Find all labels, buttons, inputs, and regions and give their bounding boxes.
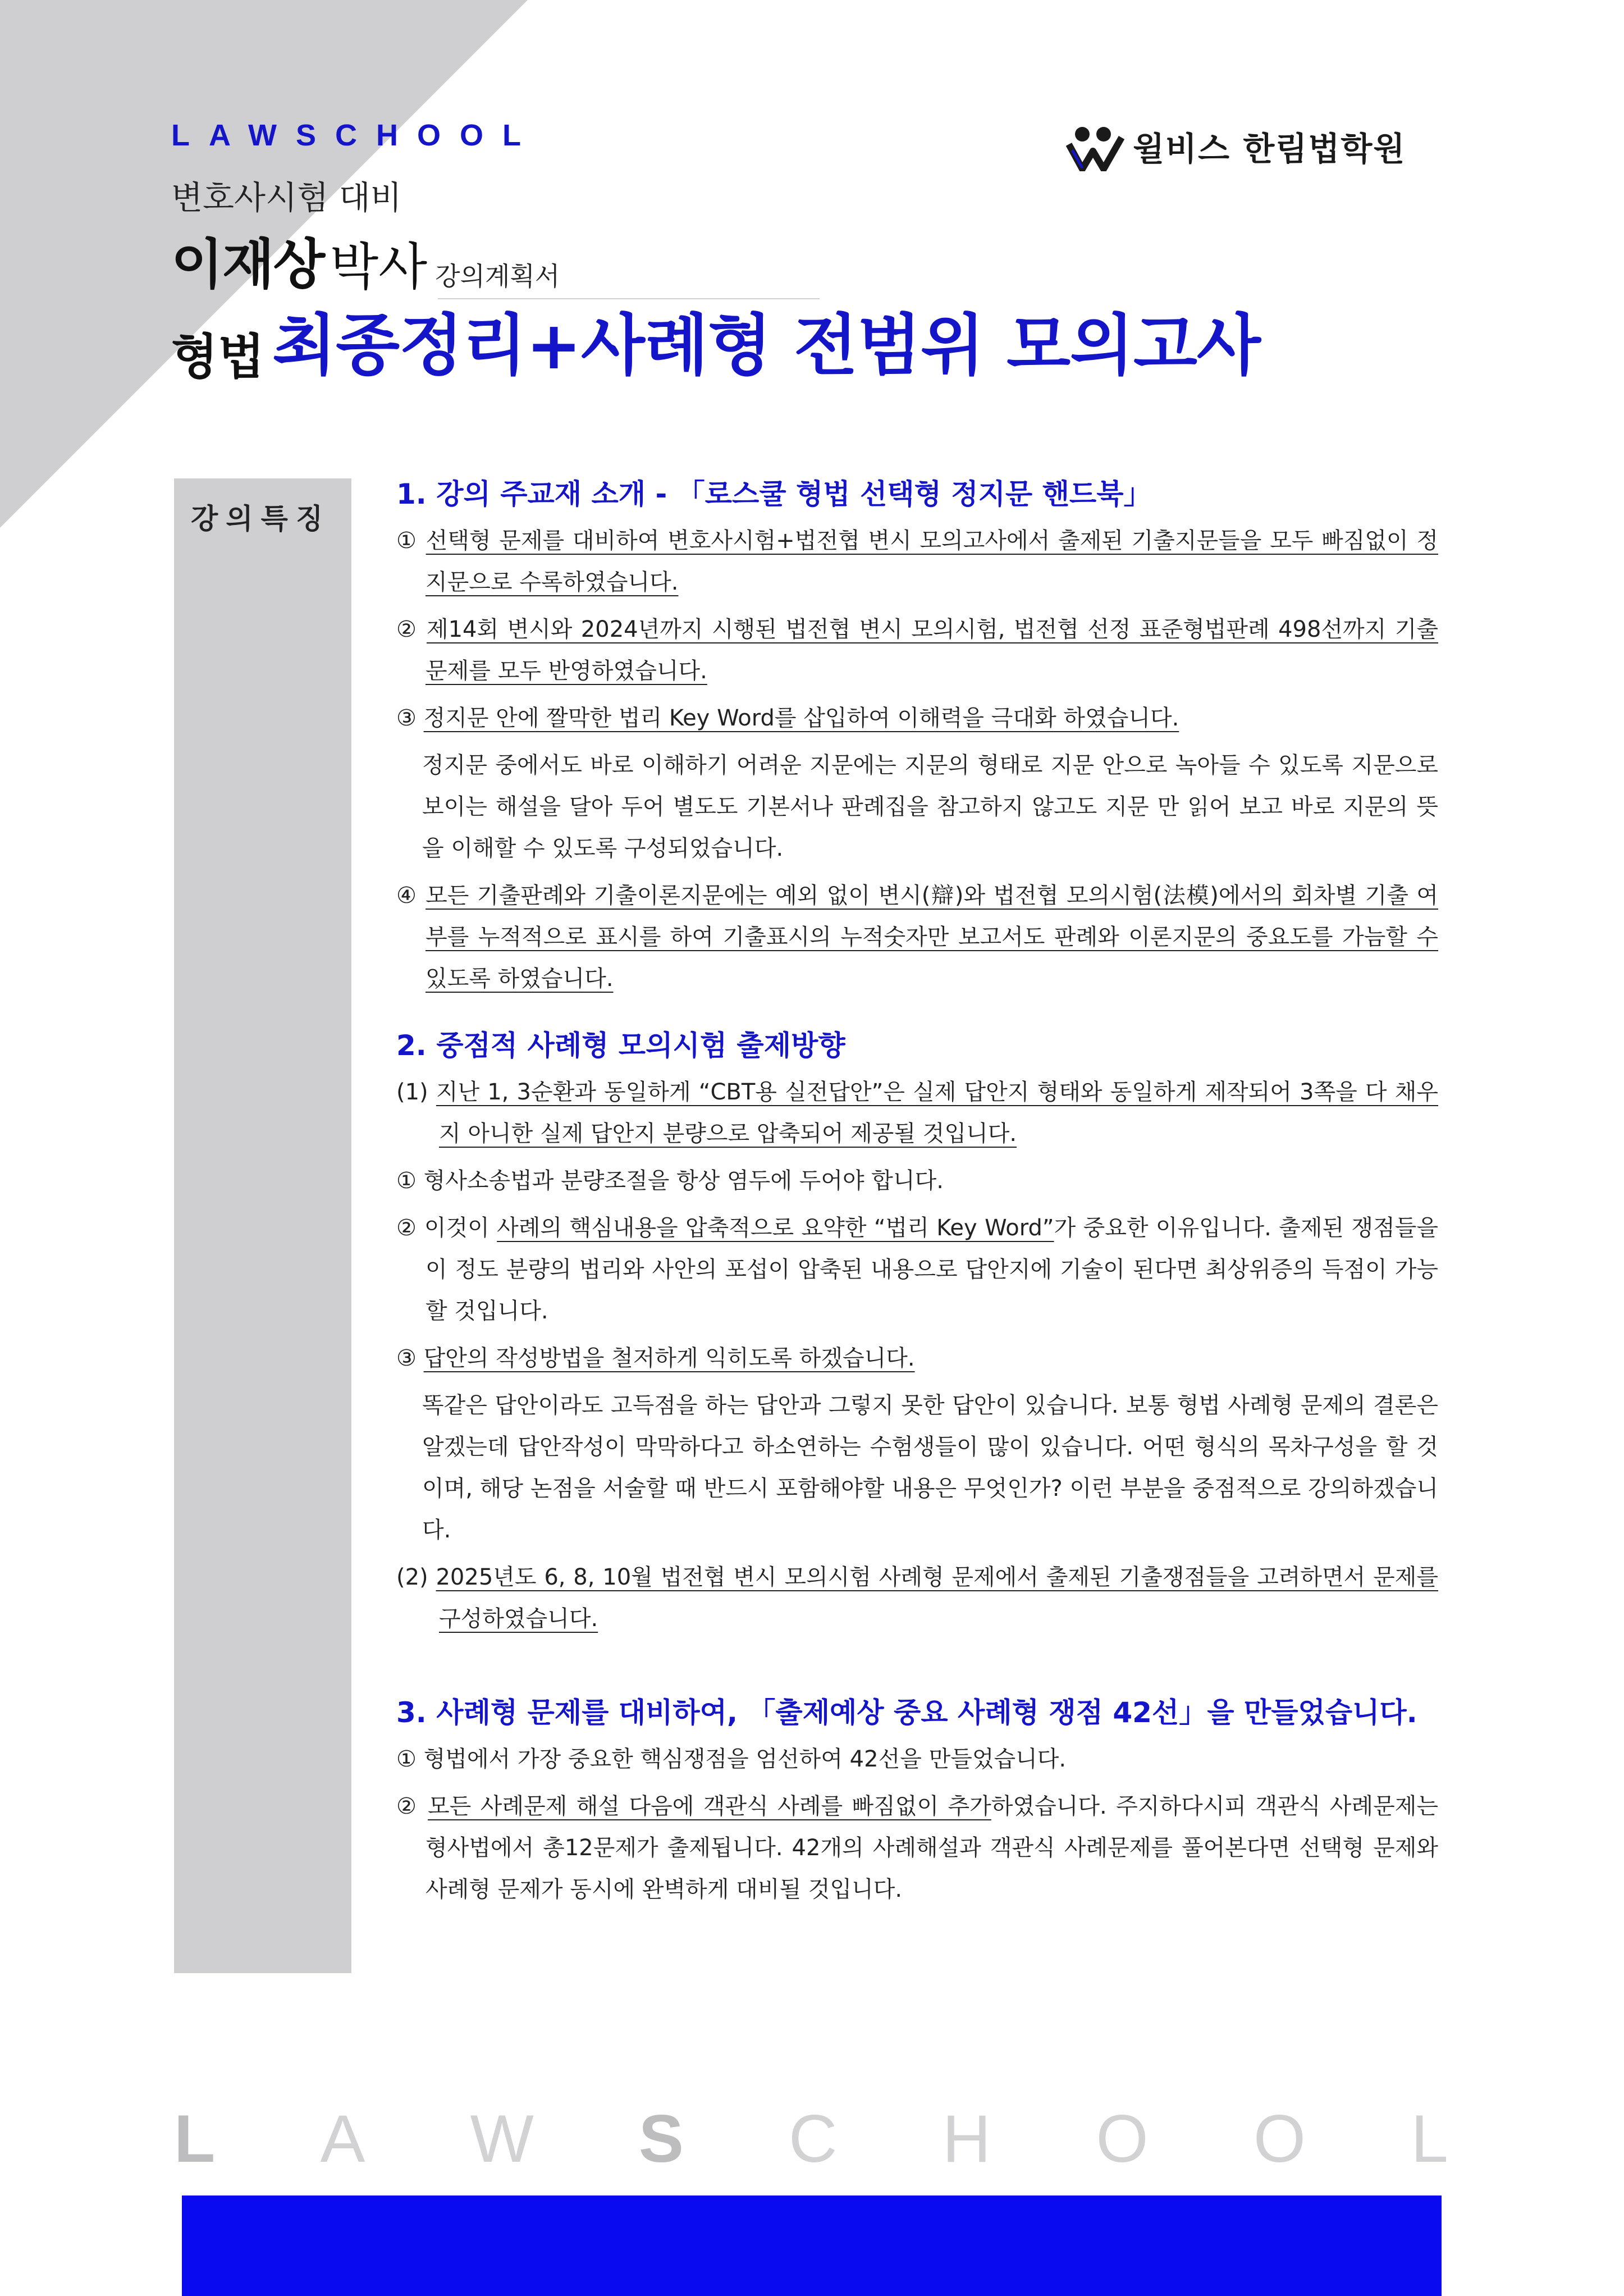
footer-letter: L — [1411, 2101, 1448, 2176]
section-1-title: 1. 강의 주교재 소개 - 「로스쿨 형법 선택형 정지문 핸드북」 — [396, 478, 1152, 510]
logo-icon — [1065, 121, 1127, 171]
list-item: ① 형사소송법과 분량조절을 항상 염두에 두어야 합니다. — [396, 1168, 944, 1194]
list-item: ③ 정지문 안에 짤막한 법리 Key Word를 삽입하여 이해력을 극대화 하였습니다. — [396, 705, 1179, 731]
brand-wordmark: LAWSCHOOL — [171, 118, 540, 152]
footer-letter: A — [320, 2101, 365, 2176]
section-3-title: 3. 사례형 문제를 대비하여, 「출제예상 중요 사례형 쟁점 42선」을 만들었습니다. — [396, 1696, 1417, 1729]
document-type: 강의계획서 — [435, 261, 560, 291]
academy-logo — [1065, 121, 1406, 171]
exam-subtitle: 변호사시험 대비 — [171, 179, 402, 217]
list-item: ① 형법에서 가장 중요한 핵심쟁점을 엄선하여 42선을 만들었습니다. — [396, 1746, 1067, 1772]
list-item: ② 제14회 변시와 2024년까지 시행된 법전협 변시 모의시험, 법전협 선정 표준형법판례 498선까지 기출문제를 모두 반영하였습니다. — [396, 617, 1439, 684]
list-item: (2) 2025년도 6, 8, 10월 법전협 변시 모의시험 사례형 문제에서 출제된 기출쟁점들을 고려하면서 문제를 구성하였습니다. — [396, 1564, 1439, 1632]
footer-letter: W — [470, 2101, 534, 2176]
list-item: ③ 답안의 작성방법을 철저하게 익히도록 하겠습니다. — [396, 1345, 915, 1371]
list-item: ② 이것이 사례의 핵심내용을 압축적으로 요약한 “법리 Key Word”가 중요한 이유입니다. 출제된 쟁점들을 이 정도 분량의 법리와 사안의 포섭이 압축된 내용으로 답안지에 기술이 된다면 최상위증의 득점이 가능할 것입니다. — [396, 1215, 1438, 1324]
title-subject: 형법 — [171, 329, 265, 385]
title-course: 최종정리+사례형 전범위 모의고사 — [272, 307, 1261, 384]
footer-letter: O — [1253, 2101, 1306, 2176]
lecturer-name: 이재상 — [171, 233, 324, 296]
footer-letter: O — [1096, 2101, 1149, 2176]
sidebar-label: 강의특징 — [191, 503, 331, 535]
list-item: (1) 지난 1, 3순환과 동일하게 “CBT용 실전답안”은 실제 답안지 형태와 동일하게 제작되어 3쪽을 다 채우지 아니한 실제 답안지 분량으로 압축되어 제공될 것입니다. — [396, 1079, 1438, 1147]
footer-letter: C — [788, 2101, 838, 2176]
footer-letter: H — [942, 2101, 991, 2176]
lecturer-title: 박사 — [330, 238, 428, 296]
logo-text: 윌비스 한림법학원 — [1133, 130, 1406, 168]
lecture-features — [396, 477, 1438, 1910]
page-title — [171, 292, 1260, 387]
footer-wordmark — [174, 2100, 1448, 2178]
paragraph: 정지문 중에서도 바로 이해하기 어려운 지문에는 지문의 형태로 지문 안으로 녹아들 수 있도록 지문으로 보이는 해설을 달아 두어 별도도 기본서나 판례집을 참고하지 않고도 지문 만 읽어 보고 바로 지문의 뜻을 이해할 수 있도록 구성되었습니다. — [422, 752, 1438, 861]
footer-letter: S — [638, 2101, 684, 2176]
sidebar-panel — [174, 478, 351, 1973]
footer-accent-bar — [182, 2195, 1442, 2296]
section-2-title: 2. 중점적 사례형 모의시험 출제방향 — [396, 1029, 845, 1062]
lecturer-line — [171, 222, 560, 299]
paragraph: 똑같은 답안이라도 고득점을 하는 답안과 그렇지 못한 답안이 있습니다. 보통 형법 사례형 문제의 결론은 알겠는데 답안작성이 막막하다고 하소연하는 수험생들이 많이 있습니다. 어떤 형식의 목차구성을 할 것이며, 해당 논점을 서술할 때 반드시 포함해야할 내용은 무엇인가? 이런 부분을 중점적으로 강의하겠습니다. — [422, 1393, 1438, 1543]
list-item: ④ 모든 기출판례와 기출이론지문에는 예외 없이 변시(辯)와 법전협 모의시험(法模)에서의 회차별 기출 여부를 누적적으로 표시를 하여 기출표시의 누적숫자만 보고서도 판례와 이론지문의 중요도를 가늠할 수 있도록 하였습니다. — [396, 883, 1439, 992]
footer-letter: L — [174, 2101, 216, 2176]
list-item: ② 모든 사례문제 해설 다음에 객관식 사례를 빠짐없이 추가하였습니다. 주지하다시피 객관식 사례문제는 형사법에서 총12문제가 출제됩니다. 42개의 사례해설과 객관식 사례문제를 풀어본다면 선택형 문제와 사례형 문제가 동시에 완벽하게 대비될 것입니다. — [396, 1793, 1438, 1902]
list-item: ① 선택형 문제를 대비하여 변호사시험+법전협 변시 모의고사에서 출제된 기출지문들을 모두 빠짐없이 정지문으로 수록하였습니다. — [396, 528, 1439, 595]
